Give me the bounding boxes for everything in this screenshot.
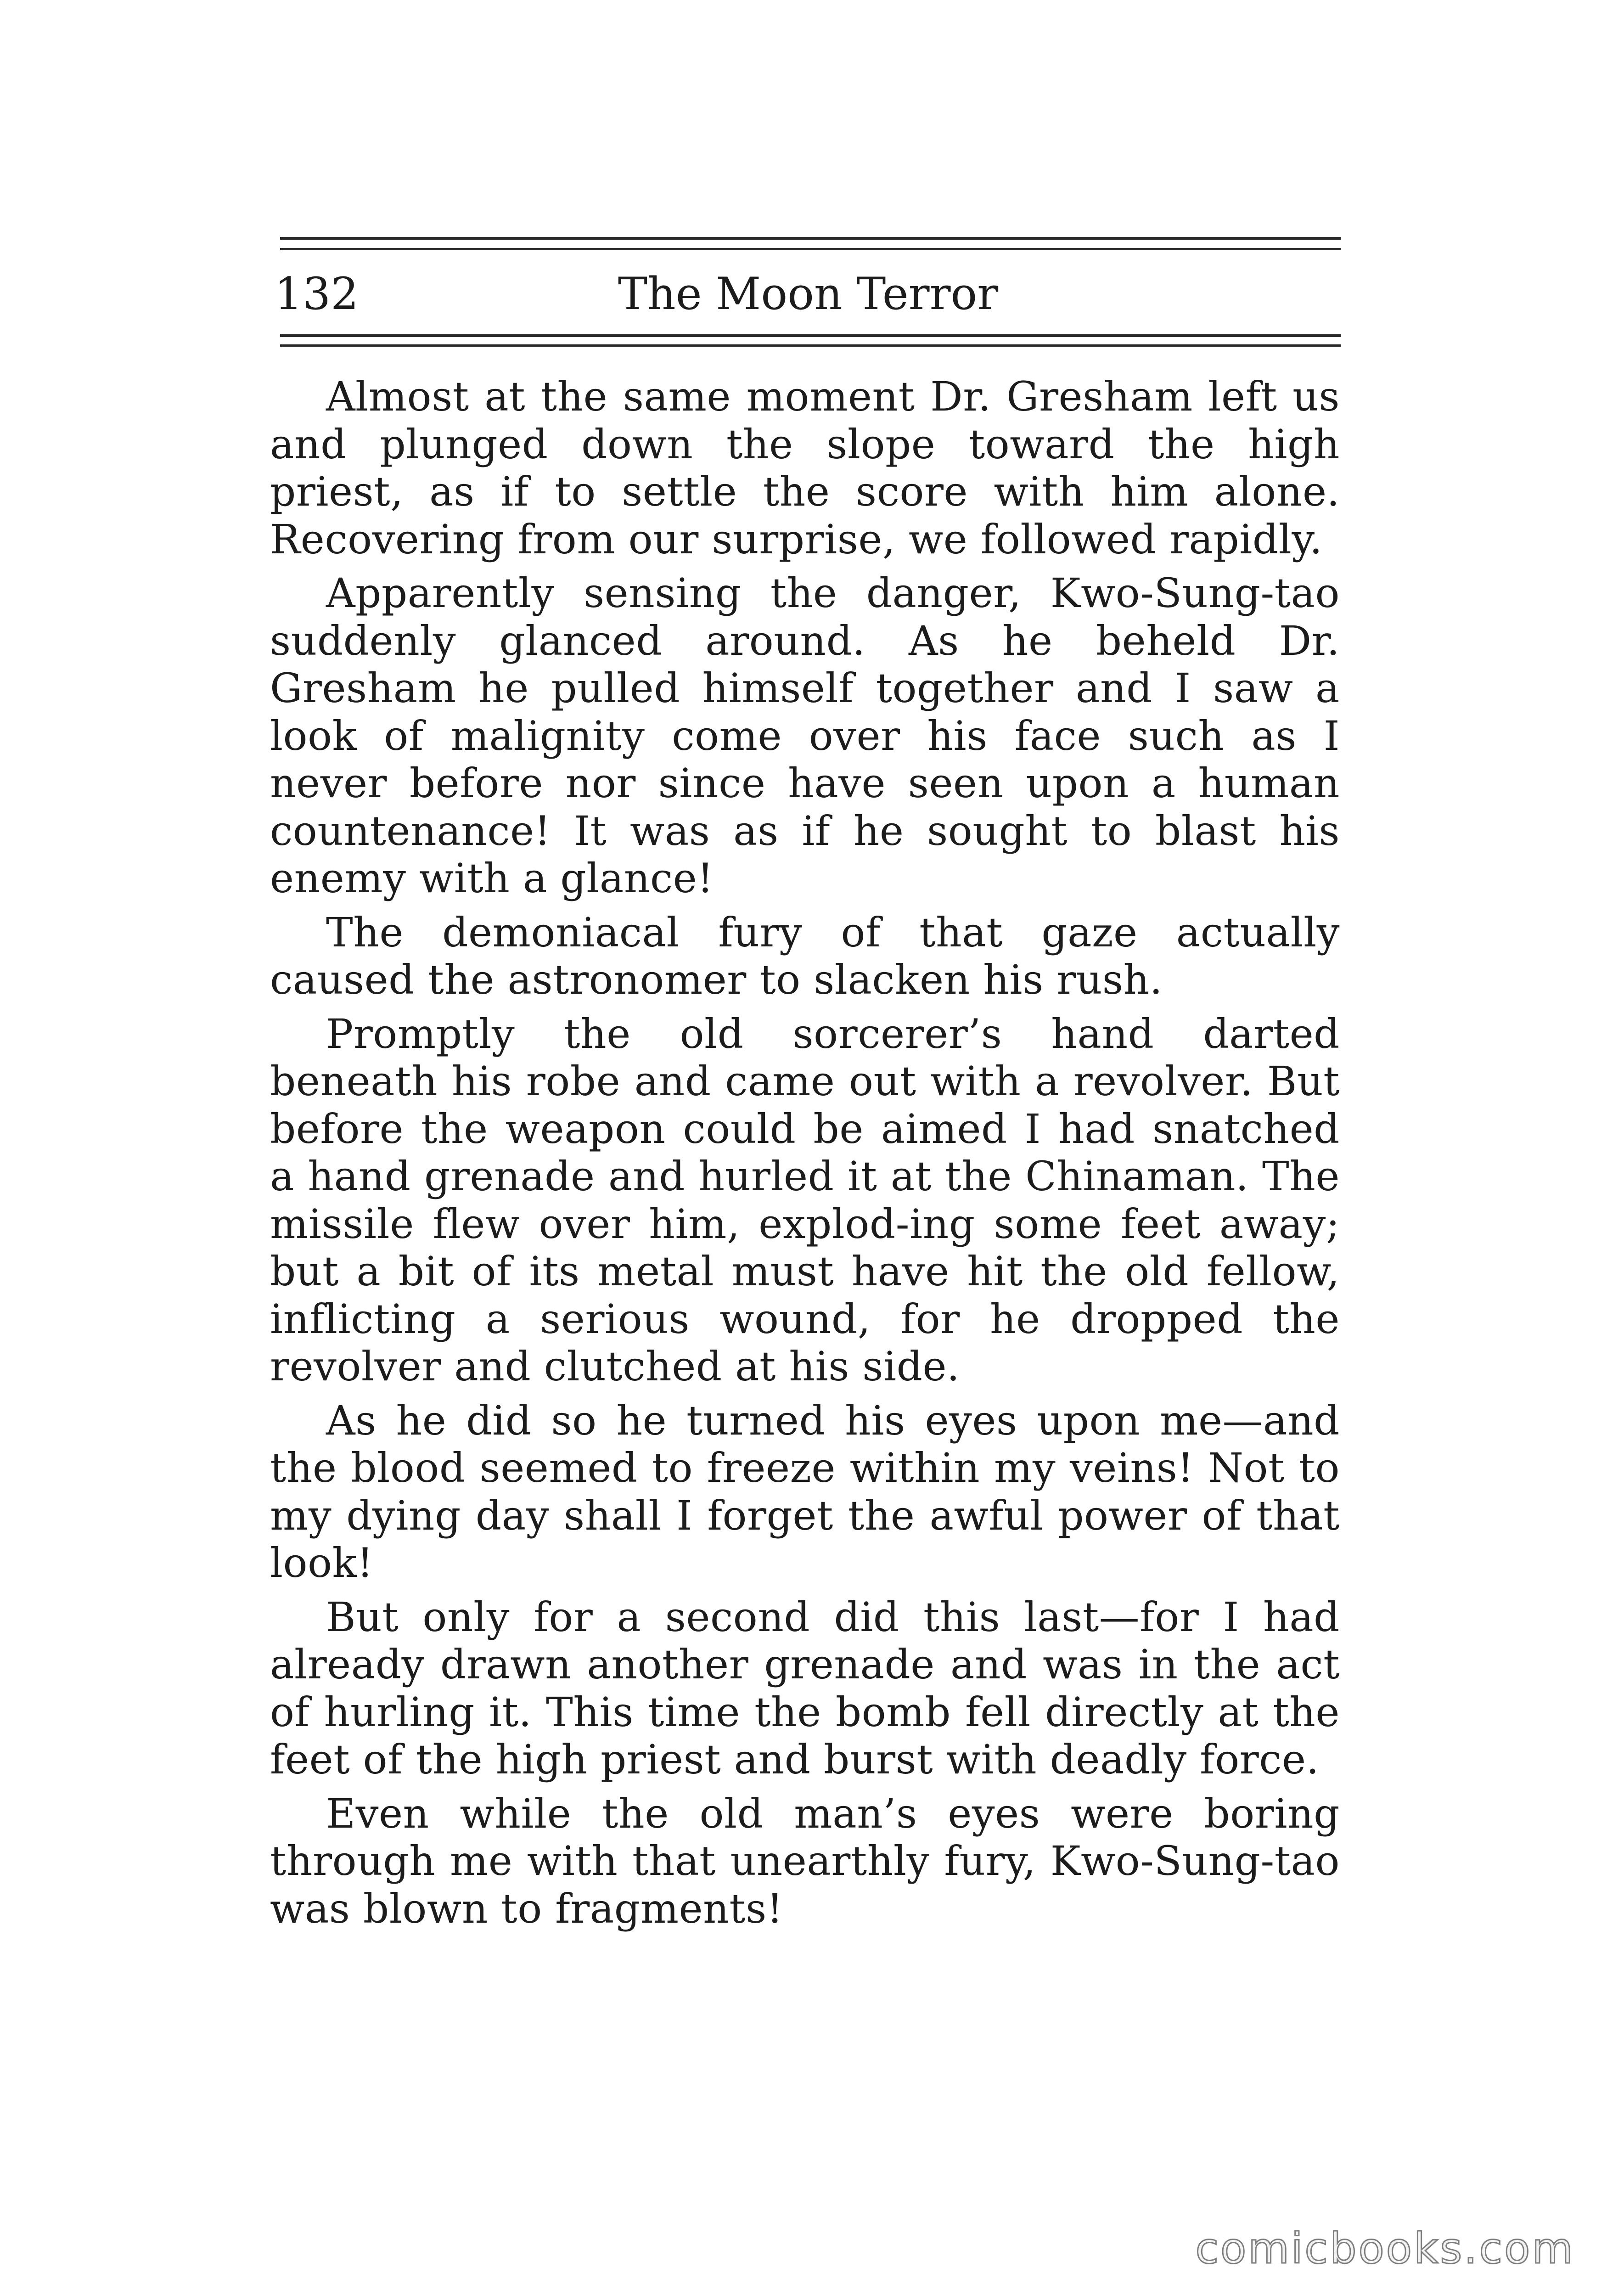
paragraph-5: As he did so he turned his eyes upon me—and the blood seemed to freeze within my veins! Not to my dying day shall I forget the awful power of that look! bbox=[270, 1396, 1340, 1587]
watermark: comicbooks.com bbox=[1195, 2224, 1575, 2273]
header-rule-bottom bbox=[280, 344, 1341, 347]
running-title: The Moon Terror bbox=[618, 268, 999, 320]
paragraph-4: Promptly the old sorcerer’s hand darted beneath his robe and came out with a revolver. But before the weapon could be aimed I had snatched a hand grenade and hurled it at the Chinaman. The missile flew over him, explod-ing some feet away; but a bit of its metal must have hit the old fellow, inflicting a serious wound, for he dropped the revolver and clutched at his side. bbox=[270, 1010, 1340, 1390]
header-rule-bottom-inner bbox=[280, 334, 1341, 337]
paragraph-6: But only for a second did this last—for I had already drawn another grenade and was in the act of hurling it. This time the bomb fell directly at the feet of the high priest and burst with deadly force. bbox=[270, 1593, 1340, 1783]
header-rule-top-inner bbox=[280, 248, 1341, 250]
paragraph-7: Even while the old man’s eyes were boring through me with that unearthly fury, Kwo-Sung-tao was blown to fragments! bbox=[270, 1790, 1340, 1932]
paragraph-1: Almost at the same moment Dr. Gresham left us and plunged down the slope toward the high priest, as if to settle the score with him alone. Recovering from our surprise, we followed rapidly. bbox=[270, 373, 1340, 563]
page-number: 132 bbox=[275, 268, 359, 320]
body-text bbox=[270, 373, 1340, 1939]
header-rule-top bbox=[280, 237, 1341, 240]
paragraph-3: The demoniacal fury of that gaze actually caused the astronomer to slacken his rush. bbox=[270, 908, 1340, 1003]
paragraph-2: Apparently sensing the danger, Kwo-Sung-tao suddenly glanced around. As he beheld Dr. Gresham he pulled himself together and I saw a look of malignity come over his face such as I never before nor since have seen upon a human countenance! It was as if he sought to blast his enemy with a glance! bbox=[270, 569, 1340, 902]
